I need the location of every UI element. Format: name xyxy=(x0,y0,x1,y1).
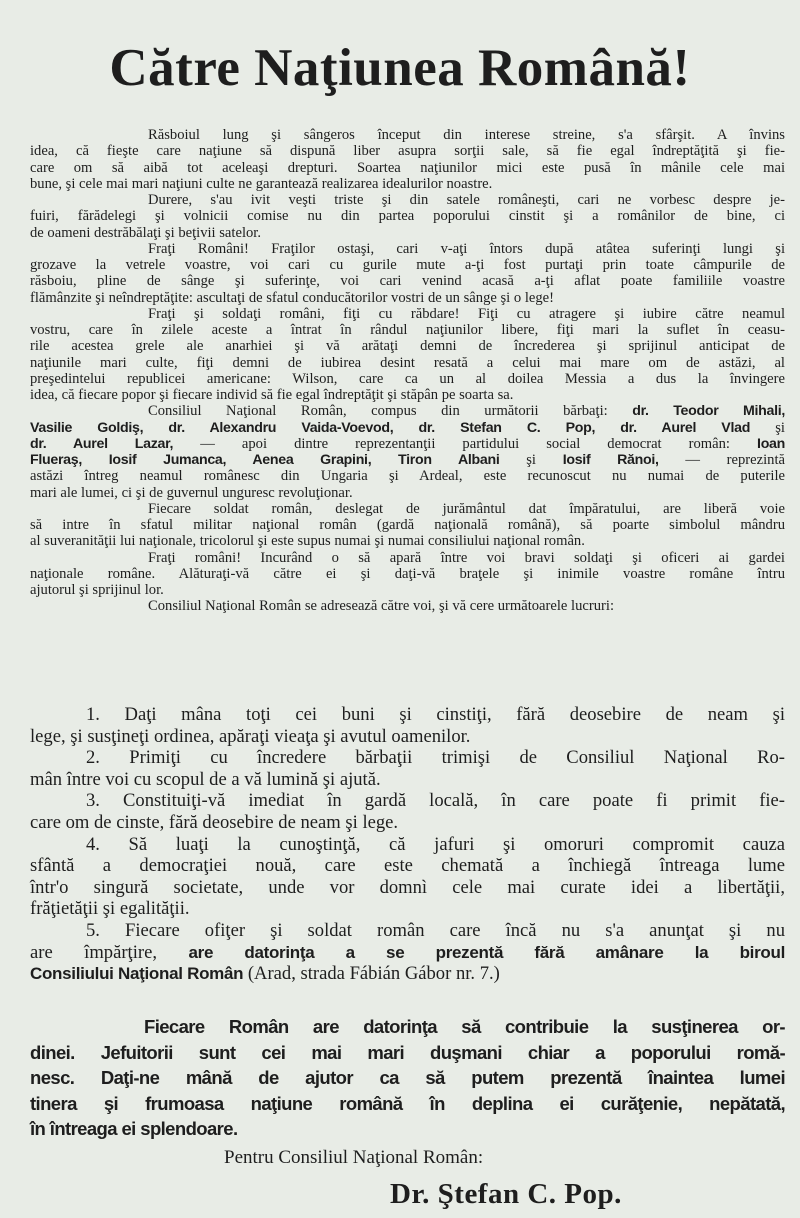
text-line: dinei. Jefuitorii sunt cei mai mari duşmani chiar a poporului romă- xyxy=(30,1041,785,1063)
text: şi xyxy=(499,452,563,468)
paragraph xyxy=(30,704,785,747)
paragraph xyxy=(30,550,785,599)
text-line: într'o singură societate, unde vor domnì cele mai curate idei a libertăţii, xyxy=(30,876,785,898)
paragraph xyxy=(30,747,785,790)
text-line: naţionale române. Alăturaţi-vă către ei şi daţi-vă braţele şi inimile voastre române întru xyxy=(30,565,785,582)
paragraph xyxy=(30,241,785,306)
text-line xyxy=(30,403,785,419)
text-line: rile acestea grele ale anarhiei şi vă arătaţi demni de încrederea şi sprijinul anticipat de xyxy=(30,338,785,355)
text-line: al suveranităţii lui naţionale, tricolorul şi este supus numai şi numai consiliului naţional român. xyxy=(30,533,585,550)
text-line: sfântă a democraţiei nouă, care este chemată a închiegă întreaga lume xyxy=(30,855,785,877)
text-line: idea, că fiecare popor şi fiecare individ să fie egal îndreptăţit şi stăpân pe soarta sa. xyxy=(30,387,514,403)
text-line: ajutorul şi sprijinul lor. xyxy=(30,582,164,598)
paragraph xyxy=(30,790,785,833)
closing-appeal xyxy=(30,1014,785,1142)
text-line: Fiecare Român are datorinţa să contribuie la susţinerea or- xyxy=(144,1016,785,1037)
text-line: bune, şi cele mai mari naţiuni culte ne garantează realizarea idealurilor noastre. xyxy=(30,175,493,192)
text-line: Răsboiul lung şi sângeros început din interese streine, s'a sfârşit. A învins xyxy=(148,127,785,143)
paragraph xyxy=(30,192,785,241)
text-line: care om de cinste, fără deosebire de neam şi lege. xyxy=(30,811,399,833)
bold-text: Iosif Rănoi, xyxy=(562,452,659,468)
paragraph xyxy=(30,403,785,501)
text-line: Fraţi Români! Fraţilor ostaşi, cari v-aţi întors după atâtea suferinţi lungi şi xyxy=(148,240,785,257)
bold-text: dr. Teodor Mihali, xyxy=(632,403,785,420)
text-line: mari ale lumei, ci şi de guvernul unguresc revoluţionar. xyxy=(30,484,353,501)
text: Consiliul Naţional Român, compus din următorii bărbaţi: xyxy=(148,403,633,420)
signature-on-behalf: Pentru Consiliul Naţional Român: xyxy=(224,1147,484,1168)
bold-text: dr. Aurel Lazar, xyxy=(30,435,174,452)
text-line xyxy=(30,452,785,468)
text-line: preşedintelui republicei americane: Wilson, care ca un al doilea Messia a dus la învingere xyxy=(30,370,785,387)
text-line: vostru, care în zilele aceste a întrat în rândul naţiunilor libere, fiţi mari la suflet în ceasu- xyxy=(30,322,785,338)
text: — reprezintă xyxy=(658,452,786,468)
text-line: tinera şi frumoasa naţiune română în deplina ei curăţenie, nepătată, xyxy=(30,1092,785,1114)
proclamation-body xyxy=(30,127,785,615)
text-line: în întreaga ei splendoare. xyxy=(30,1118,238,1139)
text-line xyxy=(30,963,785,985)
bold-text: Vasilie Goldiş, dr. Alexandru Vaida-Voevod, dr. Stefan C. Pop, dr. Aurel Vlad xyxy=(30,419,751,436)
text: şi xyxy=(750,419,785,436)
bold-text: Ioan xyxy=(757,435,786,452)
text-line: care om să aibă tot aceleaşi drepturi. Soartea naţiunilor mici este pusă în mânile cele mai xyxy=(30,159,785,176)
text-line: de oameni destrăbălaţi şi beţivii satelor. xyxy=(30,224,261,241)
text-line: 2. Primiţi cu încredere bărbaţii trimişi de Consiliul Naţional Ro- xyxy=(86,747,785,769)
text-line: lege, şi susţineţi ordinea, apăraţi vieaţa şi avutul oamenilor. xyxy=(30,725,471,747)
text-line xyxy=(30,942,785,964)
text-line: Fraţi şi soldaţi români, fiţi cu răbdare! Fiţi cu atragere şi iubire către neamul xyxy=(148,305,785,322)
text: are împărţire, xyxy=(30,941,189,963)
text-line: Fraţi români! Incurând o să apară între voi bravi soldaţi şi oficeri ai gardei xyxy=(148,549,785,566)
text-line: flămânzite şi neîndreptăţite: ascultaţi de sfatul conducătorilor vostri de un sânge şi o lege! xyxy=(30,289,554,306)
text-line: nesc. Daţi-ne mână de ajutor ca să putem prezentă înaintea lumei xyxy=(30,1067,785,1088)
text-line: să intre în sfatul militar naţional român (gardă naţională română), să poarte simbolul mândru xyxy=(30,517,785,533)
text-line: 4. Să luaţi la cunoştinţă, că jafuri şi omoruri compromit cauza xyxy=(86,833,785,855)
text-line: naţiunile mari culte, fiţi demni de iubirea desint resată a celui mai mare om de astăzi, al xyxy=(30,354,785,371)
text-line xyxy=(30,436,785,452)
text-line: 3. Constituiţi-vă imediat în gardă locală, în care poate fi primit fie- xyxy=(86,790,785,812)
signature-name: Dr. Ştefan C. Pop. xyxy=(390,1178,622,1210)
text-line: Fiecare soldat român, deslegat de jurământul dat împăratului, are liberă voie xyxy=(148,500,785,517)
text-line: astăzi întreg neamul românesc din Ungaria şi Ardeal, este recunoscut nu numai de puterile xyxy=(30,468,785,485)
text-line: frăţietăţii şi egalităţii. xyxy=(30,898,190,920)
text-line: mân între voi cu scopul de a vă lumină şi ajută. xyxy=(30,768,381,790)
text-line: grozave la vetrele voastre, voi cari cu gurile mute a-ţi fost purtaţi prin toate câmpurile de xyxy=(30,257,785,273)
proclamation-title: Către Naţiunea Română! xyxy=(109,39,691,97)
text-line: răsboiu, pline de sânge şi suferinţe, voi cari venind acasă a-ţi aflat poate familiile voastre xyxy=(30,273,785,290)
paragraph xyxy=(30,501,785,550)
text-line: 5. Fiecare ofiţer şi soldat român care încă nu s'a anunţat şi nu xyxy=(86,919,785,941)
paragraph xyxy=(30,598,785,614)
paragraph xyxy=(30,920,785,985)
paragraph xyxy=(30,834,785,920)
paragraph xyxy=(30,127,785,192)
demands-list xyxy=(30,704,785,985)
text: (Arad, strada Fábián Gábor nr. 7.) xyxy=(243,963,500,985)
paragraph xyxy=(30,1014,785,1142)
text-line: Durere, s'au ivit veşti triste şi din satele româneşti, cari ne vorbesc despre je- xyxy=(148,192,785,208)
text-line: Consiliul Naţional Român se adresează către voi, şi vă cere următoarele lucruri: xyxy=(148,598,615,615)
text-line: fuiri, fărădelegi şi volnicii comise nu din partea poporului cinstit şi a românilor de bine, ci xyxy=(30,208,785,225)
bold-text: Flueraş, Iosif Jumanca, Aenea Grapini, Tiron Albani xyxy=(30,452,500,468)
bold-text: Consiliului Naţional Român xyxy=(30,964,244,984)
text-line xyxy=(30,420,785,436)
paragraph xyxy=(30,306,785,404)
text-line: 1. Daţi mâna toţi cei buni şi cinstiţi, fără deosebire de neam şi xyxy=(86,704,785,725)
bold-text: are datorinţa a se prezentă fără amânare la biroul xyxy=(188,942,785,962)
text: — apoi dintre reprezentanţii partidului social democrat român: xyxy=(173,435,758,452)
text-line: idea, că fieşte care naţiune să dispună liber asupra sorţii sale, să fie egal îndreptăţită şi fie- xyxy=(30,143,785,160)
